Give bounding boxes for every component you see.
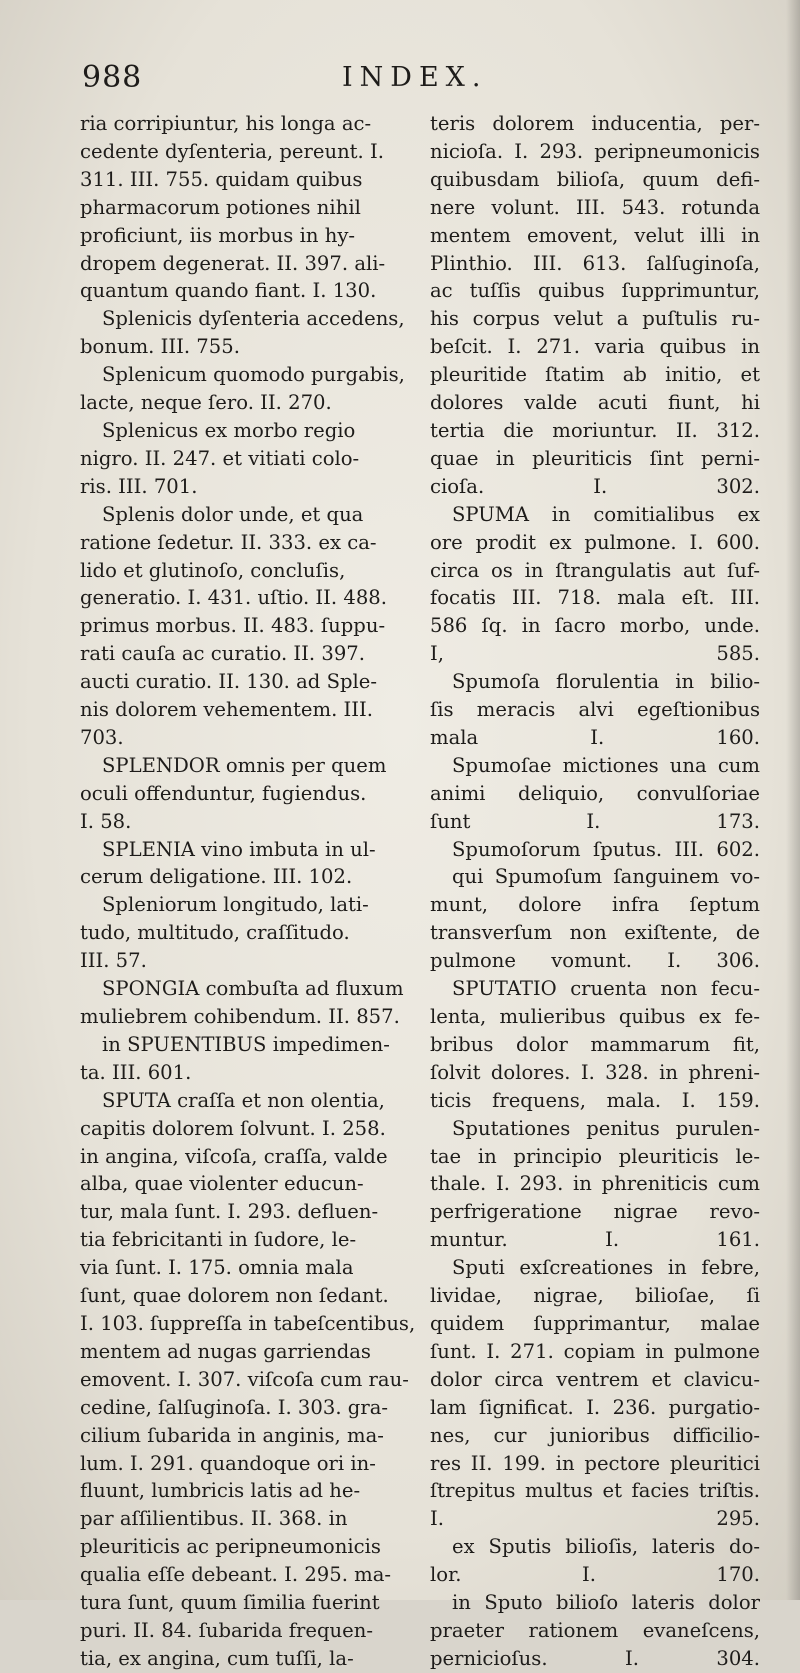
index-line: lacte, neque ſero. II. 270. bbox=[80, 391, 332, 415]
index-line: pulmone vomunt. I. 306. bbox=[430, 949, 760, 973]
index-line: focatis III. 718. mala eſt. III. bbox=[430, 586, 760, 610]
index-line: SPUTA craſſa et non olentia, bbox=[102, 1088, 385, 1112]
index-line: tia, ex angina, cum tuſſi, la- bbox=[80, 1646, 354, 1670]
index-line: bonum. III. 755. bbox=[80, 335, 240, 359]
index-line: Splenicus ex morbo regio bbox=[102, 418, 356, 442]
index-line: lor. I. 170. bbox=[430, 1563, 760, 1587]
index-line: I, 585. bbox=[430, 642, 760, 666]
index-line: par aſſilientibus. II. 368. in bbox=[80, 1507, 348, 1531]
index-line: thale. I. 293. in phreniticis cum bbox=[430, 1172, 760, 1196]
index-line: muliebrem cohibendum. II. 857. bbox=[80, 1005, 400, 1028]
index-line: cerum deligatione. III. 102. bbox=[80, 865, 353, 889]
index-line: pernicioſus. I. 304. bbox=[430, 1646, 760, 1670]
page-header bbox=[82, 60, 722, 100]
index-line: transverſum non exiſtente, de bbox=[430, 921, 760, 945]
index-line: quantum quando fiant. I. 130. bbox=[80, 279, 377, 303]
index-line: tur, mala ſunt. I. 293. defluen- bbox=[80, 1200, 379, 1224]
index-line: in SPUENTIBUS impedimen- bbox=[102, 1032, 390, 1056]
index-line: I. 295. bbox=[430, 1507, 760, 1531]
index-line: proficiunt, iis morbus in hy- bbox=[80, 223, 356, 247]
index-line: his corpus velut a puſtulis ru- bbox=[430, 307, 760, 331]
index-line: ticis frequens, mala. I. 159. bbox=[430, 1088, 760, 1112]
index-line: lividae, nigrae, bilioſae, ſi bbox=[430, 1284, 760, 1308]
index-line: SPLENIA vino imbuta in ul- bbox=[102, 837, 376, 861]
index-line: pleuriticis ac peripneumonicis bbox=[80, 1535, 381, 1559]
index-line: tudo, multitudo, craſſitudo. bbox=[80, 921, 350, 945]
index-line: ex Sputis bilioſis, lateris do- bbox=[452, 1535, 760, 1559]
index-line: circa os in ſtrangulatis aut ſuf- bbox=[430, 558, 760, 582]
index-line: animi deliquio, convulſoriae bbox=[430, 781, 760, 805]
index-line: quae in pleuriticis ſint perni- bbox=[430, 446, 760, 470]
index-line: Spumoſa florulentia in bilio- bbox=[452, 670, 760, 694]
index-line: praeter rationem evaneſcens, bbox=[430, 1618, 760, 1642]
index-line: Splenicum quomodo purgabis, bbox=[102, 363, 405, 387]
index-line: ore prodit ex pulmone. I. 600. bbox=[430, 530, 760, 554]
index-line: teris dolorem inducentia, per- bbox=[430, 112, 760, 135]
index-line: III. 57. bbox=[80, 949, 147, 973]
index-line: via ſunt. I. 175. omnia mala bbox=[80, 1256, 354, 1280]
index-line: ta. III. 601. bbox=[80, 1060, 192, 1084]
index-line: muntur. I. 161. bbox=[430, 1228, 760, 1252]
index-line: bribus dolor mammarum fit, bbox=[430, 1032, 760, 1056]
index-line: SPLENDOR omnis per quem bbox=[102, 753, 387, 777]
index-line: ratione ſedetur. II. 333. ex ca- bbox=[80, 530, 377, 554]
index-line: tae in principio pleuriticis le- bbox=[430, 1144, 760, 1168]
index-line: 586 ſq. in ſacro morbo, unde. bbox=[430, 614, 760, 638]
index-line: qualia eſſe debeant. I. 295. ma- bbox=[80, 1563, 392, 1587]
index-line: lido et glutinoſo, concluſis, bbox=[80, 558, 346, 582]
index-line: tura ſunt, quum ſimilia fuerint bbox=[80, 1591, 380, 1615]
index-line: nere volunt. III. 543. rotunda bbox=[430, 195, 760, 219]
index-line: lenta, mulieribus quibus ex fe- bbox=[430, 1005, 760, 1028]
index-line: cilium ſubarida in anginis, ma- bbox=[80, 1423, 384, 1447]
index-line: rati cauſa ac curatio. II. 397. bbox=[80, 642, 365, 666]
index-line: I. 58. bbox=[80, 809, 132, 833]
index-line: nicioſa. I. 293. peripneumonicis bbox=[430, 139, 760, 163]
index-line: cedente dyſenteria, pereunt. I. bbox=[80, 139, 384, 163]
index-line: 311. III. 755. quidam quibus bbox=[80, 167, 363, 191]
index-line: ac tuſſis quibus ſupprimuntur, bbox=[430, 279, 760, 303]
index-line: Spleniorum longitudo, lati- bbox=[102, 893, 369, 917]
index-line: Sputi exſcreationes in febre, bbox=[452, 1256, 760, 1280]
index-line: ſis meracis alvi egeſtionibus bbox=[430, 698, 760, 722]
index-line: I. 103. ſuppreſſa in tabeſcentibus, bbox=[80, 1311, 416, 1335]
index-line: capitis dolorem ſolvunt. I. 258. bbox=[80, 1116, 386, 1140]
index-line: Splenis dolor unde, et qua bbox=[102, 502, 364, 526]
index-line: ſtrepitus multus et facies triſtis. bbox=[430, 1479, 760, 1503]
index-line: SPUTATIO cruenta non fecu- bbox=[452, 977, 760, 1001]
running-title: INDEX. bbox=[342, 62, 488, 93]
index-line: in angina, viſcoſa, craſſa, valde bbox=[80, 1144, 388, 1168]
index-line: alba, quae violenter educun- bbox=[80, 1172, 364, 1196]
index-line: tertia die moriuntur. II. 312. bbox=[430, 418, 760, 442]
index-line: primus morbus. II. 483. ſuppu- bbox=[80, 614, 386, 638]
index-line: dolor circa ventrem et clavicu- bbox=[430, 1367, 760, 1391]
index-line: pharmacorum potiones nihil bbox=[80, 195, 361, 219]
index-line: mala I. 160. bbox=[430, 725, 760, 749]
index-line: dolores valde acuti fiunt, hi bbox=[430, 391, 760, 415]
index-line: lam ſignificat. I. 236. purgatio- bbox=[430, 1395, 760, 1419]
index-line: aucti curatio. II. 130. ad Sple- bbox=[80, 670, 378, 694]
left-column bbox=[80, 110, 416, 1673]
index-line: cioſa. I. 302. bbox=[430, 474, 760, 498]
index-line: beſcit. I. 271. varia quibus in bbox=[430, 335, 760, 359]
index-line: Splenicis dyſenteria accedens, bbox=[102, 307, 405, 331]
index-line: nes, cur junioribus difficilio- bbox=[430, 1423, 760, 1447]
index-line: generatio. I. 431. uſtio. II. 488. bbox=[80, 586, 387, 610]
index-line: nis dolorem vehementem. III. bbox=[80, 698, 373, 722]
index-line: dropem degenerat. II. 397. ali- bbox=[80, 251, 386, 275]
index-line: fluunt, lumbricis latis ad he- bbox=[80, 1479, 361, 1503]
index-line: qui Spumoſum ſanguinem vo- bbox=[452, 865, 760, 889]
index-line: emovent. I. 307. viſcoſa cum rau- bbox=[80, 1367, 409, 1391]
index-line: oculi offenduntur, fugiendus. bbox=[80, 781, 367, 805]
index-line: SPONGIA combuſta ad fluxum bbox=[102, 977, 404, 1001]
index-line: ria corripiuntur, his longa ac- bbox=[80, 112, 372, 135]
index-line: cedine, ſalſuginoſa. I. 303. gra- bbox=[80, 1395, 388, 1419]
index-line: lum. I. 291. quandoque ori in- bbox=[80, 1451, 376, 1475]
index-line: munt, dolore infra ſeptum bbox=[430, 893, 760, 917]
page-edge-shadow bbox=[786, 0, 800, 1600]
right-column bbox=[430, 110, 760, 1673]
index-line: 703. bbox=[80, 725, 124, 749]
index-line: Plinthio. III. 613. ſalſuginoſa, bbox=[430, 251, 760, 275]
index-line: SPUMA in comitialibus ex bbox=[452, 502, 760, 526]
index-line: ſunt. I. 271. copiam in pulmone bbox=[430, 1339, 760, 1363]
index-line: Spumoſorum ſputus. III. 602. bbox=[452, 837, 760, 861]
index-line: mentem ad nugas garriendas bbox=[80, 1339, 371, 1363]
index-line: ſolvit dolores. I. 328. in phreni- bbox=[430, 1060, 760, 1084]
index-line: ſunt, quae dolorem non ſedant. bbox=[80, 1284, 389, 1308]
index-line: quibusdam bilioſa, quum defi- bbox=[430, 167, 760, 191]
index-line: puri. II. 84. ſubarida frequen- bbox=[80, 1618, 373, 1642]
index-line: in Sputo bilioſo lateris dolor bbox=[452, 1591, 760, 1615]
index-line: nigro. II. 247. et vitiati colo- bbox=[80, 446, 360, 470]
index-line: pleuritide ſtatim ab initio, et bbox=[430, 363, 760, 387]
index-line: quidem ſupprimantur, malae bbox=[430, 1311, 760, 1335]
index-line: Sputationes penitus purulen- bbox=[452, 1116, 760, 1140]
page-number: 988 bbox=[82, 60, 143, 95]
index-line: perfrigeratione nigrae revo- bbox=[430, 1200, 760, 1224]
index-line: Spumoſae mictiones una cum bbox=[452, 753, 760, 777]
index-line: ſunt I. 173. bbox=[430, 809, 760, 833]
index-line: mentem emovent, velut illi in bbox=[430, 223, 760, 247]
index-line: tia febricitanti in ſudore, le- bbox=[80, 1228, 357, 1252]
index-line: res II. 199. in pectore pleuritici bbox=[430, 1451, 760, 1475]
index-line: ris. III. 701. bbox=[80, 474, 198, 498]
